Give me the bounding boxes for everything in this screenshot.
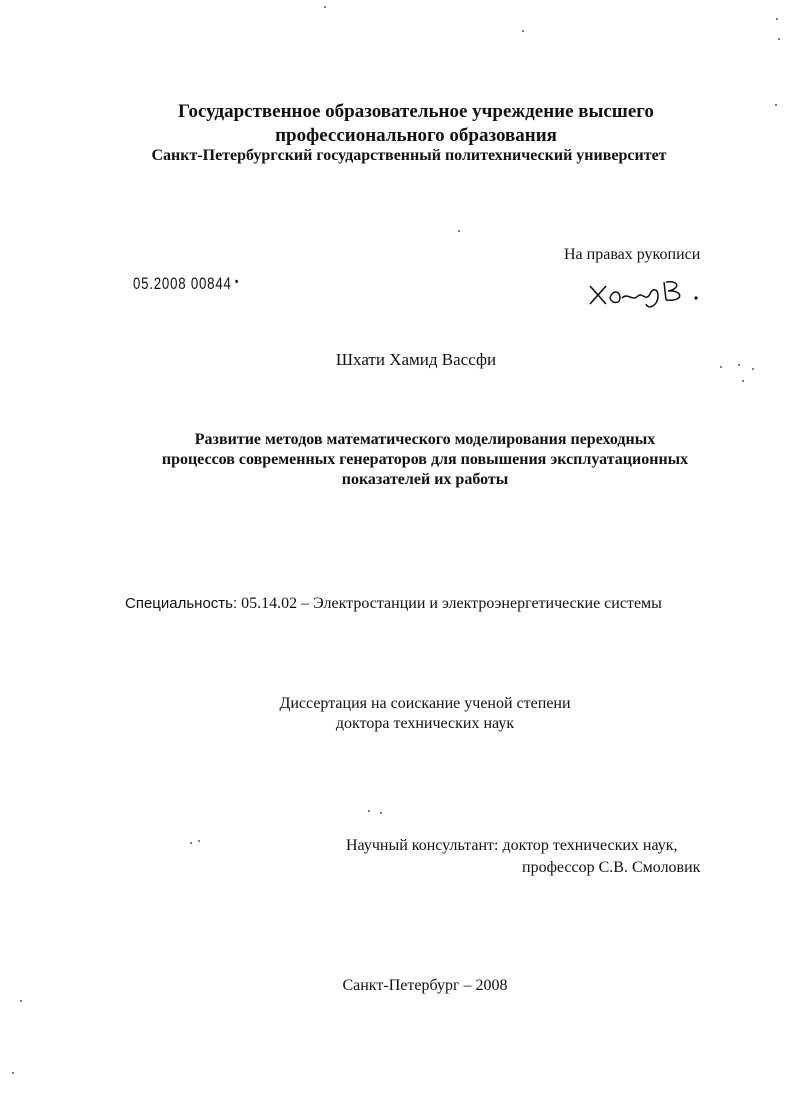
- scan-speck: [738, 364, 740, 366]
- scan-speck: [324, 6, 326, 8]
- advisor-line-1: Научный консультант: доктор технических наук,: [346, 837, 678, 854]
- scan-speck: [198, 840, 200, 842]
- advisor-line-2: профессор С.В. Смоловик: [522, 859, 701, 876]
- signature: [586, 272, 716, 312]
- dissertation-title: [29, 430, 792, 490]
- title-line-1: Развитие методов математического моделирования переходных: [194, 431, 656, 448]
- scan-speck: [458, 230, 460, 232]
- scan-speck: [380, 812, 382, 814]
- title-line-3: показателей их работы: [341, 471, 509, 488]
- document-number: 05.2008 00844 ▪: [133, 274, 240, 293]
- scan-speck: [368, 810, 370, 812]
- scan-speck: [190, 842, 192, 844]
- specialty-value: 05.14.02 – Электростанции и электроэнергетические системы: [241, 595, 662, 612]
- title-line-2: процессов современных генераторов для повышения эксплуатационных: [161, 451, 689, 468]
- document-number-value: 05.2008 00844: [133, 274, 232, 293]
- dissertation-degree-line-2: доктора технических наук: [335, 715, 515, 732]
- manuscript-note: На правах рукописи: [564, 246, 701, 263]
- institution-line-2: профессионального образования: [275, 125, 557, 146]
- author-name: Шхати Хамид Вассфи: [335, 350, 497, 369]
- scan-speck: [522, 30, 524, 32]
- scan-speck: [12, 1072, 14, 1074]
- scan-speck: [778, 38, 780, 40]
- university-name: Санкт-Петербургский государственный политехнический университет: [151, 147, 667, 164]
- scan-speck: [776, 18, 778, 20]
- dissertation-degree-line-1: Диссертация на соискание ученой степени: [279, 695, 571, 712]
- institution-line-1: Государственное образовательное учреждение высшего: [178, 101, 654, 122]
- specialty: [125, 594, 662, 614]
- scan-speck: [752, 368, 754, 370]
- city-year: Санкт-Петербург – 2008: [342, 977, 508, 994]
- scan-speck: [20, 1000, 22, 1002]
- specialty-label: Специальность:: [125, 595, 238, 612]
- scan-speck: [742, 380, 744, 382]
- scan-speck: [775, 104, 777, 106]
- scan-speck: [720, 366, 722, 368]
